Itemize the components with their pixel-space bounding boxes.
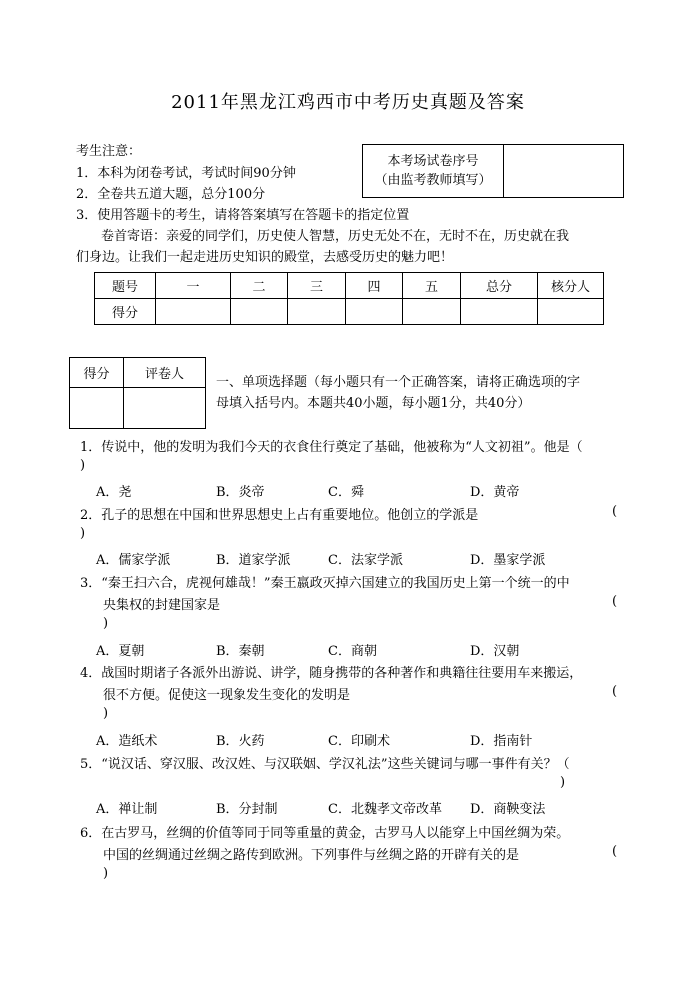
notice-item-1: 1．本科为闭卷考试，考试时间90分钟: [76, 166, 296, 181]
grader-name-label: 评卷人: [124, 358, 206, 388]
score-table-header-row: [95, 273, 604, 299]
score-cell[interactable]: [461, 299, 538, 325]
question-6-text-line-2: 中国的丝绸通过丝绸之路传到欧洲。下列事件与丝绸之路的开辟有关的是: [103, 848, 520, 863]
page-title: 2011年黑龙江鸡西市中考历史真题及答案: [171, 92, 525, 113]
question-4-option-b[interactable]: B．火药: [216, 734, 265, 749]
question-4-paren-open: (: [612, 684, 618, 699]
question-3-paren-close: ): [103, 616, 109, 631]
question-5-option-b[interactable]: B．分封制: [216, 802, 278, 817]
question-3-option-b[interactable]: B．秦朝: [216, 644, 265, 659]
question-6-text-line-1: 6．在古罗马，丝绸的价值等同于同等重量的黄金，古罗马人以能穿上中国丝绸为荣。: [80, 826, 570, 841]
grader-name-cell[interactable]: [124, 388, 206, 429]
score-header-cell: 四: [346, 273, 403, 299]
score-cell[interactable]: [156, 299, 231, 325]
question-3-text-line-2: 央集权的封建国家是: [103, 598, 221, 613]
question-6-paren-open: (: [612, 844, 618, 859]
score-cell[interactable]: [538, 299, 604, 325]
grader-table: [69, 357, 206, 429]
grader-score-label: 得分: [70, 358, 124, 388]
message-line-2: 们身边。让我们一起走进历史知识的殿堂，去感受历史的魅力吧！: [76, 250, 454, 265]
question-5-text: 5．“说汉话、穿汉服、改汉姓、与汉联姻、学汉礼法”这些关键词与哪一事件有关？（: [80, 757, 570, 772]
question-1-text: 1．传说中，他的发明为我们今天的衣食住行奠定了基础，他被称为“人文初祖”。他是（: [80, 440, 583, 455]
question-2-paren-open: (: [612, 504, 618, 519]
score-table-score-row: [95, 299, 604, 325]
question-1-option-a[interactable]: A．尧: [96, 485, 132, 500]
seat-number-label: [363, 145, 504, 198]
question-4-option-c[interactable]: C．印刷术: [328, 734, 390, 749]
question-5-paren-close: ): [560, 775, 566, 790]
section-1-heading-line-2: 母填入括号内。本题共40小题，每小题1分，共40分）: [216, 396, 531, 411]
question-5-option-d[interactable]: D．商鞅变法: [470, 802, 546, 817]
score-row-label: 得分: [95, 299, 156, 325]
score-header-cell: 二: [231, 273, 288, 299]
question-4-paren-close: ): [103, 706, 109, 721]
score-cell[interactable]: [231, 299, 288, 325]
question-1-option-b[interactable]: B．炎帝: [216, 485, 265, 500]
grader-score-cell[interactable]: [70, 388, 124, 429]
question-6-paren-close: ): [103, 866, 109, 881]
question-4-text-line-2: 很不方便。促使这一现象发生变化的发明是: [103, 688, 351, 703]
question-4-option-a[interactable]: A．造纸术: [96, 734, 158, 749]
notice-heading: 考生注意：: [76, 144, 142, 159]
question-5-option-c[interactable]: C．北魏孝文帝改革: [328, 802, 442, 817]
question-1-paren-close: ): [80, 458, 86, 473]
score-header-cell: 三: [288, 273, 346, 299]
score-header-cell: 总分: [461, 273, 538, 299]
score-header-cell: 五: [403, 273, 461, 299]
question-4-option-d[interactable]: D．指南针: [470, 734, 533, 749]
question-1-option-d[interactable]: D．黄帝: [470, 485, 520, 500]
question-2-option-c[interactable]: C．法家学派: [328, 553, 403, 568]
message-line-1: 卷首寄语：亲爱的同学们，历史使人智慧，历史无处不在，无时不在，历史就在我: [101, 229, 570, 244]
score-header-cell: 核分人: [538, 273, 604, 299]
question-3-option-d[interactable]: D．汉朝: [470, 644, 520, 659]
question-3-option-c[interactable]: C．商朝: [328, 644, 377, 659]
question-4-text-line-1: 4．战国时期诸子各派外出游说、讲学，随身携带的各种著作和典籍往往要用车来搬运，: [80, 666, 583, 681]
score-cell[interactable]: [288, 299, 346, 325]
score-cell[interactable]: [403, 299, 461, 325]
score-header-cell: 题号: [95, 273, 156, 299]
notice-item-2: 2．全卷共五道大题，总分100分: [76, 187, 266, 202]
score-header-cell: 一: [156, 273, 231, 299]
seat-number-label-line-2: （由监考教师填写）: [374, 173, 492, 188]
section-1-heading-line-1: 一、单项选择题（每小题只有一个正确答案，请将正确选项的字: [216, 375, 581, 390]
seat-number-label-line-1: 本考场试卷序号: [387, 154, 479, 169]
question-2-option-b[interactable]: B．道家学派: [216, 553, 291, 568]
notice-item-3: 3．使用答题卡的考生，请将答案填写在答题卡的指定位置: [76, 208, 410, 223]
question-3-paren-open: (: [612, 594, 618, 609]
score-cell[interactable]: [346, 299, 403, 325]
question-2-option-d[interactable]: D．墨家学派: [470, 553, 546, 568]
seat-number-value[interactable]: [504, 145, 624, 198]
question-3-text-line-1: 3．“秦王扫六合，虎视何雄哉！”秦王嬴政灭掉六国建立的我国历史上第一个统一的中: [80, 576, 570, 591]
question-2-text: 2．孔子的思想在中国和世界思想史上占有重要地位。他创立的学派是: [80, 508, 479, 523]
seat-number-box: [362, 144, 624, 198]
question-2-paren-close: ): [80, 526, 86, 541]
score-table: [94, 272, 604, 325]
question-5-option-a[interactable]: A．禅让制: [96, 802, 158, 817]
question-1-option-c[interactable]: C．舜: [328, 485, 364, 500]
question-2-option-a[interactable]: A．儒家学派: [96, 553, 171, 568]
question-3-option-a[interactable]: A．夏朝: [96, 644, 145, 659]
